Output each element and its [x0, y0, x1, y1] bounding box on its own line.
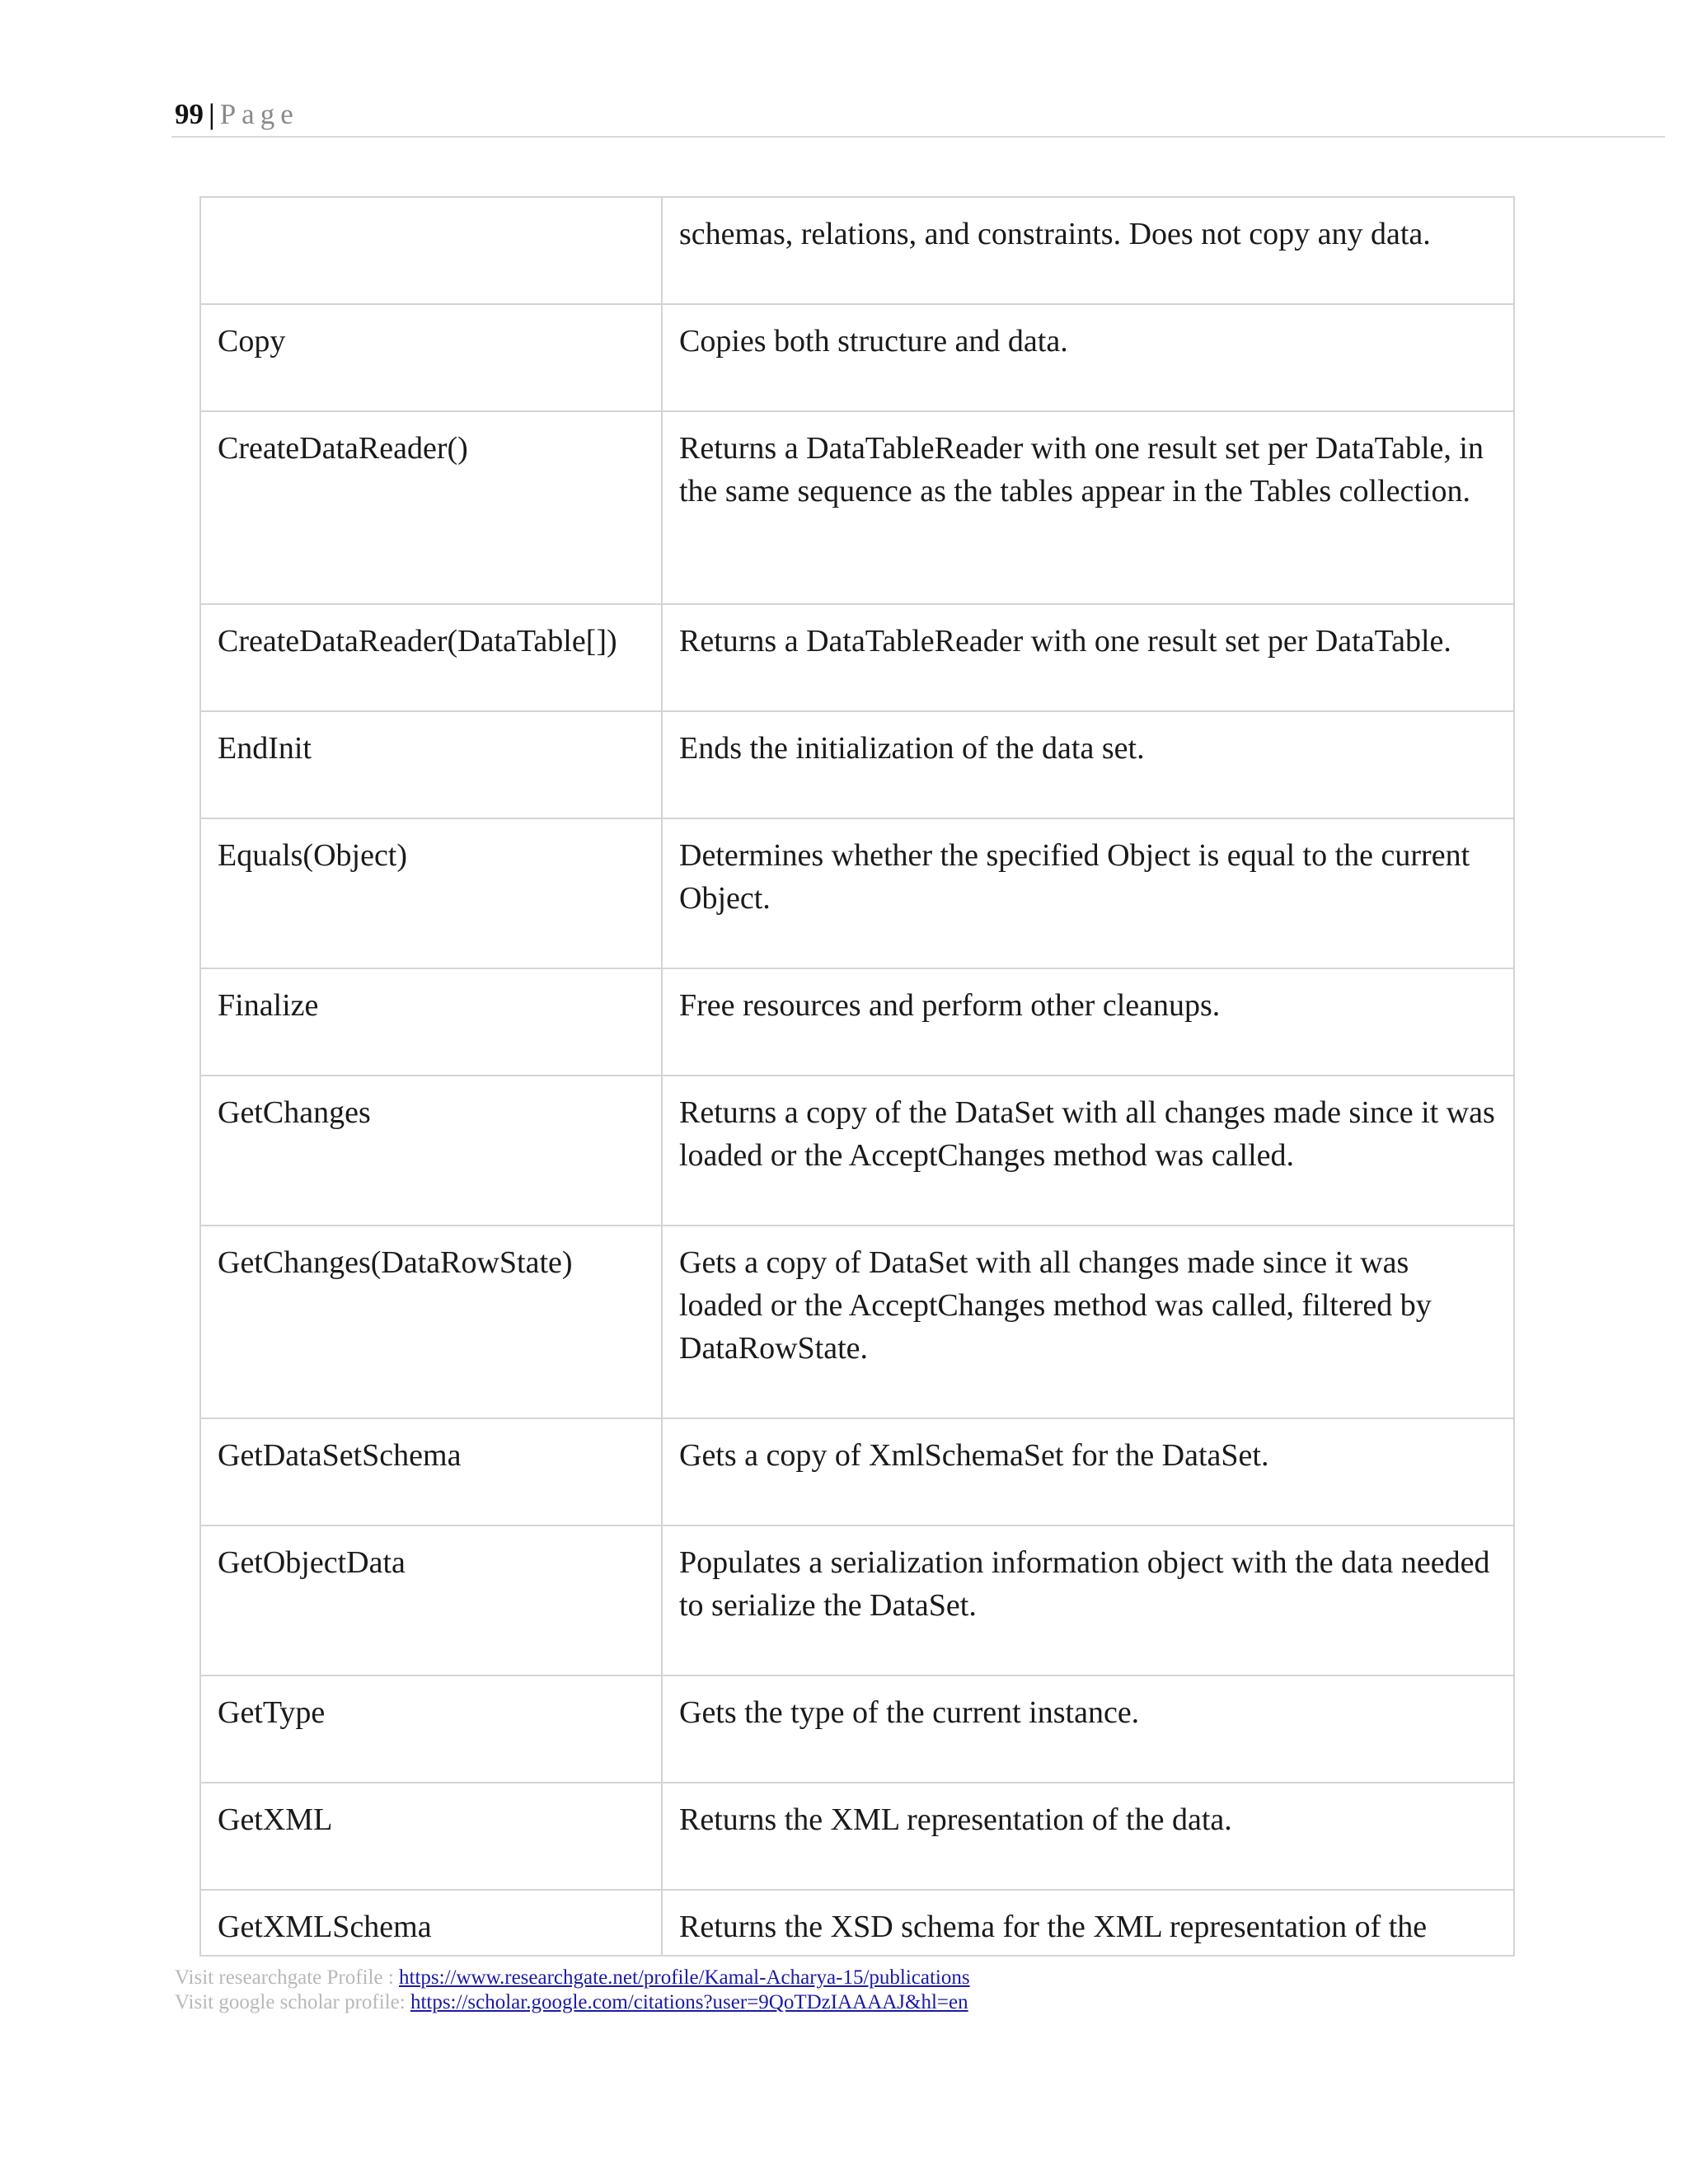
researchgate-label: Visit researchgate Profile :	[175, 1966, 400, 1989]
table-row	[200, 1526, 1514, 1675]
table-row	[200, 411, 1514, 604]
description-cell: Returns a DataTableReader with one result set per DataTable.	[662, 604, 1514, 711]
page-header	[175, 97, 299, 132]
table-row	[200, 1675, 1514, 1783]
description-cell: Determines whether the specified Object is equal to the current Object.	[662, 818, 1514, 968]
researchgate-link[interactable]: https://www.researchgate.net/profile/Kamal-Acharya-15/publications	[399, 1966, 970, 1989]
method-cell: Equals(Object)	[200, 818, 662, 968]
header-separator: |	[209, 98, 215, 130]
description-cell: Returns the XML representation of the data.	[662, 1783, 1514, 1890]
researchgate-line	[175, 1966, 970, 1990]
method-cell: GetObjectData	[200, 1526, 662, 1675]
page-number: 99	[175, 98, 204, 130]
scholar-line	[175, 1990, 970, 2015]
method-cell: GetChanges	[200, 1076, 662, 1226]
description-cell: Ends the initialization of the data set.	[662, 711, 1514, 818]
methods-table	[199, 196, 1515, 1957]
method-cell: Copy	[200, 304, 662, 411]
table-row	[200, 304, 1514, 411]
table-row	[200, 197, 1514, 304]
table-row	[200, 818, 1514, 968]
method-cell: GetChanges(DataRowState)	[200, 1226, 662, 1418]
description-cell: Gets the type of the current instance.	[662, 1675, 1514, 1783]
method-cell: GetDataSetSchema	[200, 1418, 662, 1526]
table-row	[200, 1783, 1514, 1890]
method-cell: GetXMLSchema	[200, 1890, 662, 1956]
table-row	[200, 1076, 1514, 1226]
table-row	[200, 1890, 1514, 1956]
method-cell: EndInit	[200, 711, 662, 818]
scholar-label: Visit google scholar profile:	[175, 1991, 410, 2013]
header-divider	[171, 136, 1665, 138]
description-cell: Free resources and perform other cleanups.	[662, 968, 1514, 1076]
table-row	[200, 1226, 1514, 1418]
table-row	[200, 604, 1514, 711]
method-cell	[200, 197, 662, 304]
table-row	[200, 1418, 1514, 1526]
description-cell: Copies both structure and data.	[662, 304, 1514, 411]
description-cell: Populates a serialization information object with the data needed to serialize the DataSet.	[662, 1526, 1514, 1675]
table-row	[200, 711, 1514, 818]
description-cell: Returns a copy of the DataSet with all changes made since it was loaded or the AcceptChanges method was called.	[662, 1076, 1514, 1226]
description-cell: schemas, relations, and constraints. Does not copy any data.	[662, 197, 1514, 304]
description-cell: Returns the XSD schema for the XML representation of the	[662, 1890, 1514, 1956]
method-cell: GetType	[200, 1675, 662, 1783]
table-row	[200, 968, 1514, 1076]
method-cell: Finalize	[200, 968, 662, 1076]
page-footer	[175, 1966, 970, 2015]
description-cell: Gets a copy of DataSet with all changes made since it was loaded or the AcceptChanges method was called, filtered by DataRowState.	[662, 1226, 1514, 1418]
description-cell: Returns a DataTableReader with one result set per DataTable, in the same sequence as the tables appear in the Tables collection.	[662, 411, 1514, 604]
method-cell: CreateDataReader(DataTable[])	[200, 604, 662, 711]
scholar-link[interactable]: https://scholar.google.com/citations?user=9QoTDzIAAAAJ&hl=en	[410, 1991, 968, 2013]
description-cell: Gets a copy of XmlSchemaSet for the DataSet.	[662, 1418, 1514, 1526]
method-cell: CreateDataReader()	[200, 411, 662, 604]
page-label: Page	[219, 98, 299, 130]
method-cell: GetXML	[200, 1783, 662, 1890]
